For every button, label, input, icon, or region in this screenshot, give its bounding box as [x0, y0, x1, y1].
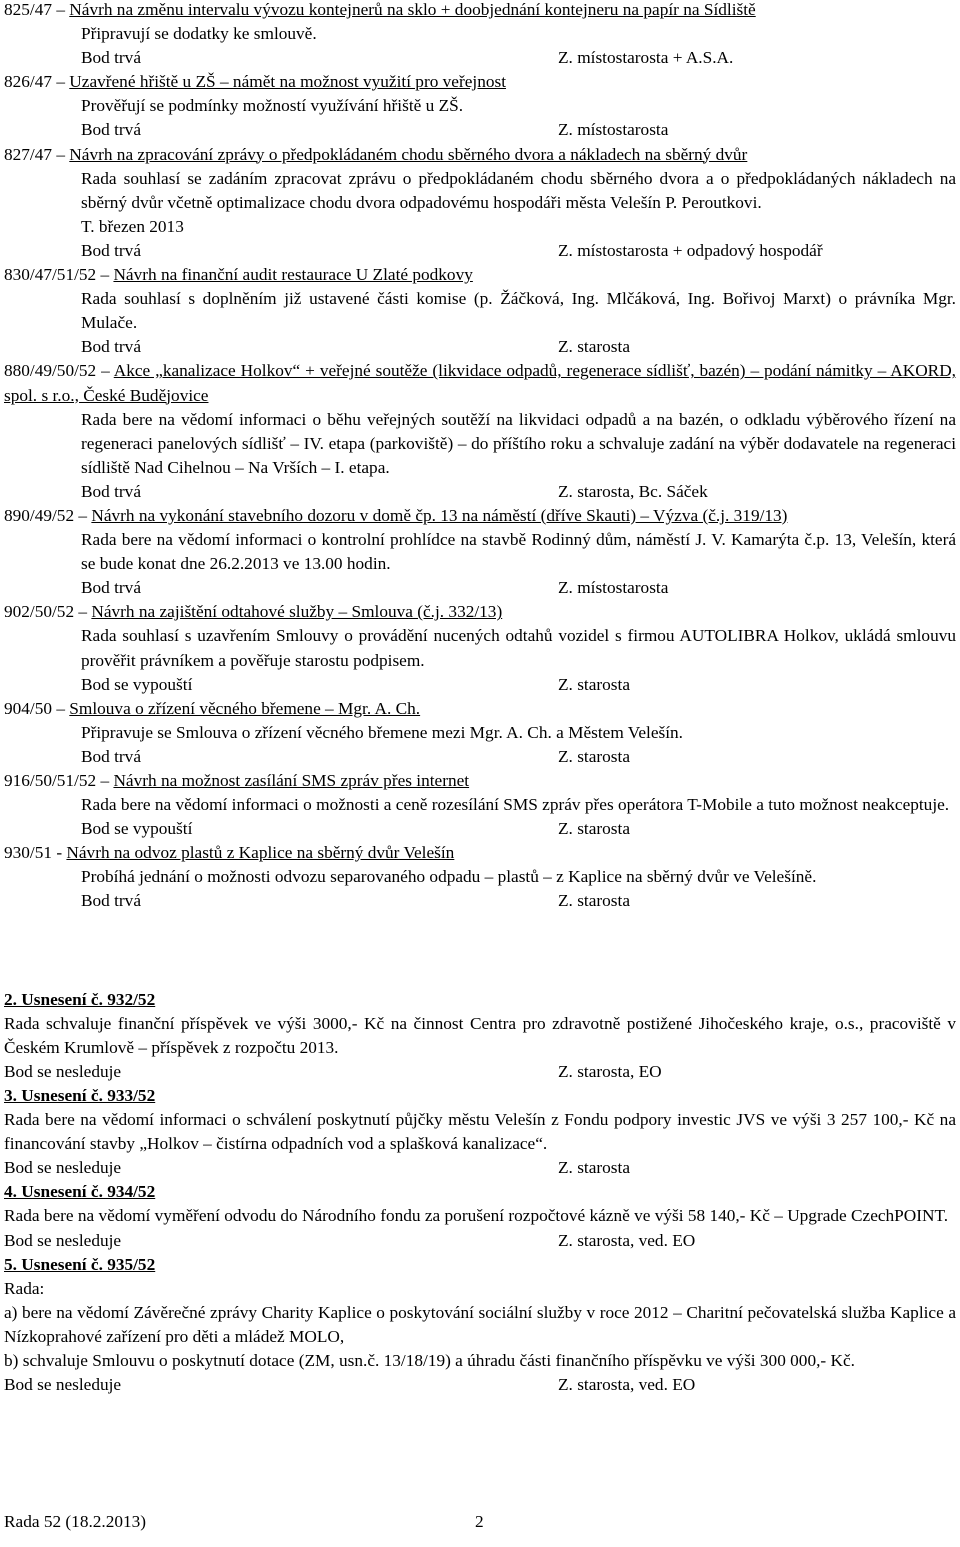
resolution-title: 4. Usnesení č. 934/52 — [4, 1182, 156, 1202]
item-heading — [4, 263, 956, 287]
document-page — [4, 0, 956, 1397]
agenda-item — [4, 841, 956, 913]
item-heading — [4, 769, 956, 793]
resolution-body: Rada schvaluje finanční příspěvek ve výši 3000,- Kč na činnost Centra pro zdravotně postižené Jihočeského kraje, o.s., pracoviště v Českém Krumlově – příspěvek z rozpočtu 2013. — [4, 1013, 956, 1057]
resolution — [4, 988, 956, 1084]
section-spacer — [4, 914, 956, 988]
agenda-item — [4, 600, 956, 696]
item-responsible: Z. starosta — [558, 746, 630, 766]
resolution-status: Bod se nesleduje — [4, 1375, 122, 1395]
item-body: Rada bere na vědomí informaci o možnosti a ceně rozesílání SMS zpráv přes operátora T-Mobile a tuto možnost neakceptuje. — [81, 795, 950, 815]
resolution-body: Rada bere na vědomí vyměření odvodu do Národního fondu za porušení rozpočtové kázně ve výši 58 140,- Kč – Upgrade CzechPOINT. — [4, 1206, 949, 1226]
item-status-row — [81, 889, 956, 913]
item-body: Rada bere na vědomí informaci o kontrolní prohlídce na stavbě Rodinný dům, náměstí J. V. Kamarýta č.p. 13, Velešín, která se bude konat dne 26.2.2013 ve 13.00 hodin. — [81, 530, 956, 574]
agenda-item — [4, 263, 956, 359]
item-status-row — [81, 745, 956, 769]
item-responsible: Z. starosta — [558, 891, 630, 911]
item-number: 826/47 – — [4, 72, 70, 92]
item-responsible: Z. starosta, Bc. Sáček — [558, 481, 708, 501]
resolution — [4, 1084, 956, 1180]
item-responsible: Z. místostarosta + A.S.A. — [558, 48, 734, 68]
item-number: 930/51 - — [4, 843, 67, 863]
item-status: Bod se vypouští — [81, 674, 193, 694]
item-status: Bod trvá — [81, 481, 141, 501]
agenda-item — [4, 359, 956, 504]
item-status-row — [81, 817, 956, 841]
item-title: Smlouva o zřízení věcného břemene – Mgr. A. Ch. — [69, 698, 421, 718]
resolution — [4, 1180, 956, 1252]
item-status-row — [81, 335, 956, 359]
item-body: Připravují se dodatky ke smlouvě. — [81, 24, 317, 44]
page-number: 2 — [475, 1512, 484, 1531]
resolution-title: 5. Usnesení č. 935/52 — [4, 1254, 156, 1274]
resolution-body: Rada bere na vědomí informaci o schválení poskytnutí půjčky městu Velešín z Fondu podpory investic JVS ve výši 3 257 100,- Kč na financování stavby „Holkov – čistírna odpadních vod a splašková kanalizace“. — [4, 1110, 956, 1154]
resolution-status-row — [4, 1060, 956, 1084]
item-heading — [4, 841, 956, 865]
item-heading — [4, 143, 956, 167]
item-number: 916/50/51/52 – — [4, 771, 114, 790]
item-title: Návrh na vykonání stavebního dozoru v domě čp. 13 na náměstí (dříve Skauti) – Výzva (č.j. 319/13) — [91, 505, 788, 525]
item-status: Bod trvá — [81, 240, 141, 260]
agenda-item — [4, 769, 956, 841]
agenda-item — [4, 697, 956, 769]
resolution-title: 2. Usnesení č. 932/52 — [4, 989, 156, 1009]
resolution-title: 3. Usnesení č. 933/52 — [4, 1085, 156, 1105]
resolution-point-a: a) bere na vědomí Závěrečné zprávy Charity Kaplice o poskytování sociální služby v roce 2012 – Charitní pečovatelská služba Kaplice a Nízkoprahové zařízení pro děti a mládež MOLO, — [4, 1302, 956, 1346]
item-body: Připravuje se Smlouva o zřízení věcného břemene mezi Mgr. A. Ch. a Městem Velešín. — [81, 722, 683, 742]
resolution-point-b: b) schvaluje Smlouvu o poskytnutí dotace (ZM, usn.č. 13/18/19) a úhradu části finančního příspěvku ve výši 300 000,- Kč. — [4, 1350, 855, 1370]
item-status-row — [81, 118, 956, 142]
resolution-responsible: Z. starosta, ved. EO — [558, 1230, 696, 1250]
item-responsible: Z. starosta — [558, 674, 630, 694]
item-title: Návrh na možnost zasílání SMS zpráv přes internet — [113, 771, 470, 790]
item-responsible: Z. místostarosta + odpadový hospodář — [558, 240, 823, 260]
item-status-row — [81, 239, 956, 263]
item-number: 890/49/52 – — [4, 505, 92, 525]
item-number: 880/49/50/52 – — [4, 361, 114, 381]
item-status-row — [81, 480, 956, 504]
item-heading — [4, 0, 956, 22]
item-status-row — [81, 46, 956, 70]
agenda-item — [4, 504, 956, 600]
resolution-status-row — [4, 1229, 956, 1253]
resolution — [4, 1253, 956, 1398]
item-responsible: Z. starosta — [558, 337, 630, 357]
item-deadline: T. březen 2013 — [81, 216, 184, 236]
item-number: 827/47 – — [4, 144, 70, 164]
item-body: Rada bere na vědomí informaci o běhu veřejných soutěží na likvidaci odpadů a na bazén, o odkladu výběrového řízení na regeneraci panelových sídlišť – IV. etapa (parkoviště) – do příštího roku a schvaluje zadání na výběr dodavatele na regeneraci sídliště Nad Cihelnou – Na Vrších – I. etapa. — [81, 409, 956, 477]
item-heading — [4, 600, 956, 624]
item-title: Návrh na finanční audit restaurace U Zlaté podkovy — [113, 265, 473, 285]
item-body: Rada souhlasí se zadáním zpracovat zprávu o předpokládaném chodu sběrného dvora a o předpokládaných nákladech na sběrný dvůr včetně optimalizace chodu dvora odpadovému hospodáři města Velešín P. Peroutkovi. — [81, 168, 956, 212]
resolution-body: Rada: — [4, 1278, 45, 1298]
item-title: Akce „kanalizace Holkov“ + veřejné soutěže (likvidace odpadů, regenerace sídlišť, bazén) – podání námitky – AKORD, spol. s r.o., České Budějovice — [4, 361, 956, 405]
item-title: Návrh na zajištění odtahové služby – Smlouva (č.j. 332/13) — [91, 602, 503, 622]
item-status: Bod trvá — [81, 891, 141, 911]
item-status-row — [81, 673, 956, 697]
item-responsible: Z. místostarosta — [558, 120, 669, 140]
item-status: Bod trvá — [81, 746, 141, 766]
item-status: Bod trvá — [81, 48, 141, 68]
item-title: Návrh na odvoz plastů z Kaplice na sběrný dvůr Velešín — [66, 843, 455, 863]
item-heading — [4, 504, 956, 528]
agenda-item — [4, 70, 956, 142]
resolution-responsible: Z. starosta — [558, 1158, 630, 1178]
item-number: 830/47/51/52 – — [4, 265, 114, 285]
item-body: Rada souhlasí s doplněním již ustavené části komise (p. Žáčková, Ing. Mlčáková, Ing. Bořivoj Marxt) o právníka Mgr. Mulače. — [81, 289, 956, 333]
item-body: Probíhá jednání o možnosti odvozu separovaného odpadu – plastů – z Kaplice na sběrný dvůr ve Velešíně. — [81, 867, 817, 887]
item-title: Návrh na změnu intervalu vývozu kontejnerů na sklo + doobjednání kontejneru na papír na Sídliště — [69, 0, 756, 19]
resolution-status: Bod se nesleduje — [4, 1061, 122, 1081]
item-status: Bod se vypouští — [81, 819, 193, 839]
resolution-responsible: Z. starosta, EO — [558, 1061, 662, 1081]
item-heading — [4, 359, 956, 407]
item-status: Bod trvá — [81, 578, 141, 598]
agenda-item — [4, 0, 956, 70]
item-body: Rada souhlasí s uzavřením Smlouvy o provádění nucených odtahů vozidel s firmou AUTOLIBRA Holkov, ukládá smlouvu prověřit právníkem a pověřuje starostu podpisem. — [81, 626, 956, 670]
item-body: Prověřují se podmínky možností využívání hřiště u ZŠ. — [81, 96, 464, 116]
resolution-status: Bod se nesleduje — [4, 1230, 122, 1250]
resolution-status-row — [4, 1373, 956, 1397]
resolution-responsible: Z. starosta, ved. EO — [558, 1375, 696, 1395]
item-status: Bod trvá — [81, 337, 141, 357]
item-heading — [4, 70, 956, 94]
item-status-row — [81, 576, 956, 600]
resolution-status-row — [4, 1156, 956, 1180]
item-number: 902/50/52 – — [4, 602, 92, 622]
page-footer — [4, 1510, 484, 1534]
item-responsible: Z. místostarosta — [558, 578, 669, 598]
item-responsible: Z. starosta — [558, 819, 630, 839]
agenda-item — [4, 143, 956, 263]
item-number: 825/47 – — [4, 0, 70, 19]
item-heading — [4, 697, 956, 721]
item-number: 904/50 – — [4, 698, 70, 718]
resolution-status: Bod se nesleduje — [4, 1158, 122, 1178]
item-title: Uzavřené hřiště u ZŠ – námět na možnost využití pro veřejnost — [69, 72, 507, 92]
footer-meeting: Rada 52 (18.2.2013) — [4, 1512, 147, 1531]
item-title: Návrh na zpracování zprávy o předpokládaném chodu sběrného dvora a nákladech na sběrný dvůr — [69, 144, 748, 164]
item-status: Bod trvá — [81, 120, 141, 140]
